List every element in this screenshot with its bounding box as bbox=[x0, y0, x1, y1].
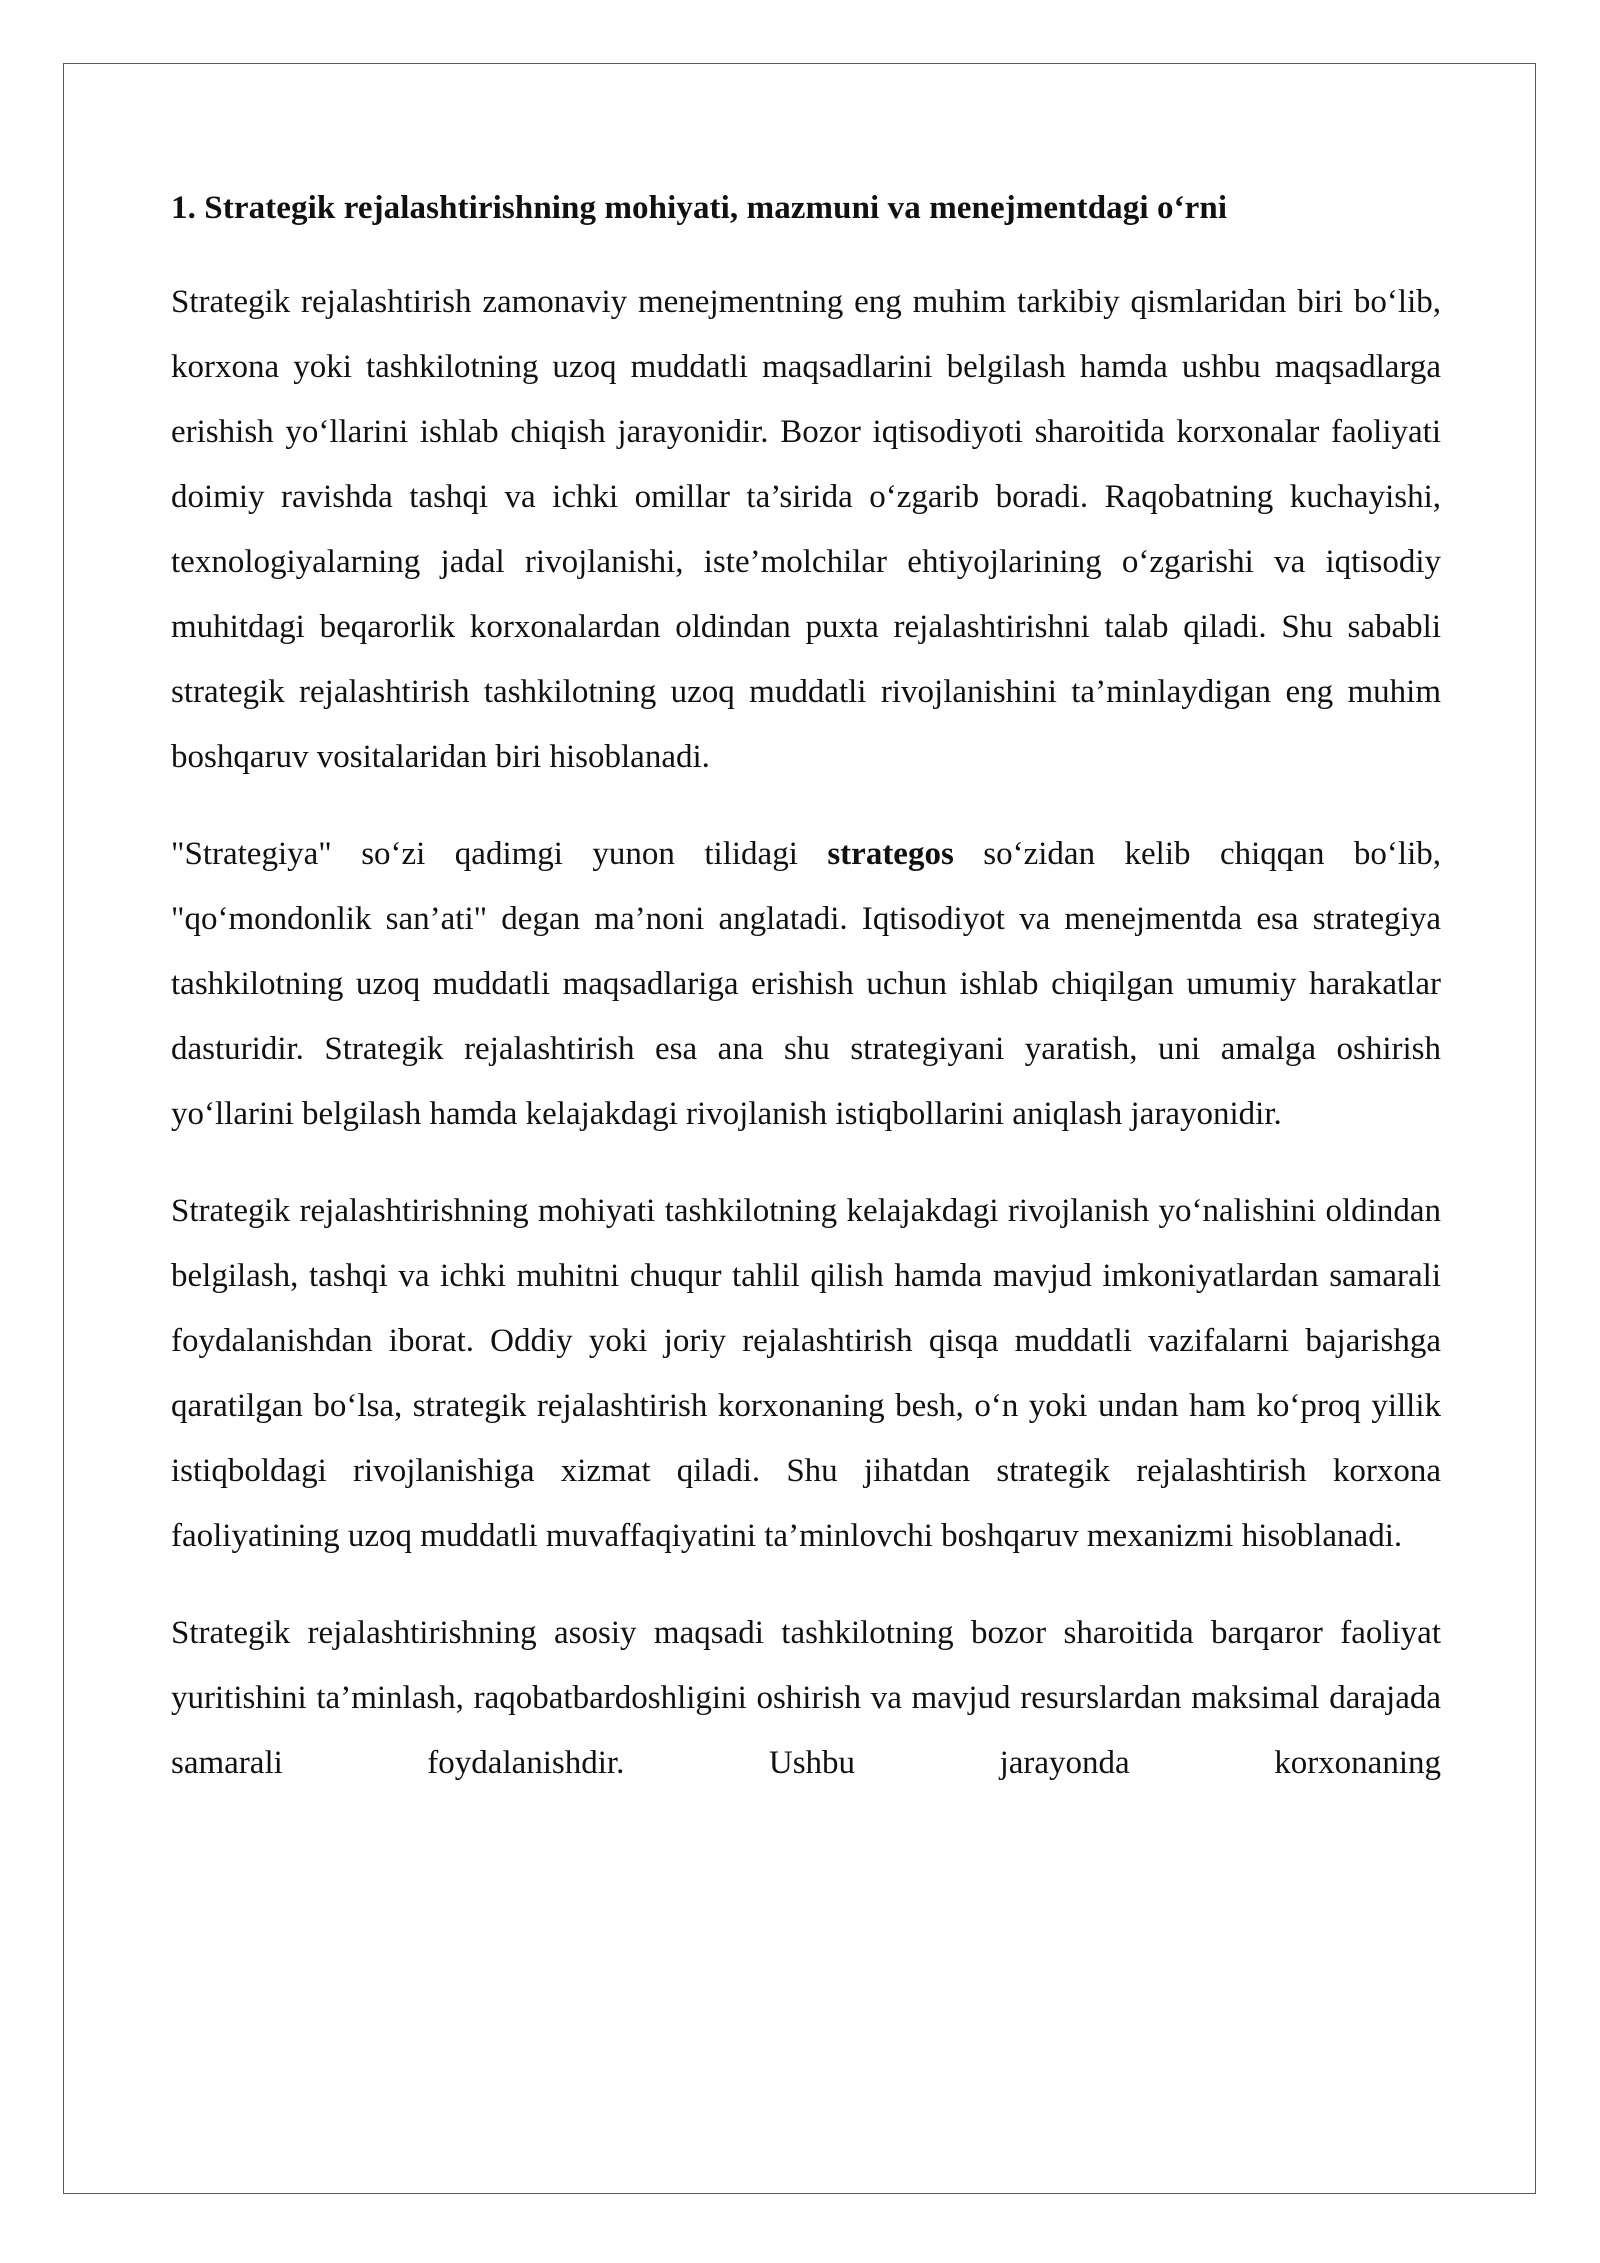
document-body bbox=[171, 176, 1441, 1828]
paragraph-2 bbox=[171, 822, 1441, 1147]
paragraph-2-text-start: "Strategiya" so‘zi qadimgi yunon tilidagi bbox=[171, 836, 828, 872]
paragraph-3: Strategik rejalashtirishning mohiyati tashkilotning kelajakdagi rivojlanish yo‘nalishini oldindan belgilash, tashqi va ichki muhitni chuqur tahlil qilish hamda mavjud imkoniyatlardan samarali foydalanishdan iborat. Oddiy yoki joriy rejalashtirish qisqa muddatli vazifalarni bajarishga qaratilgan bo‘lsa, strategik rejalashtirish korxonaning besh, o‘n yoki undan ham ko‘proq yillik istiqboldagi rivojlanishiga xizmat qiladi. Shu jihatdan strategik rejalashtirish korxona faoliyatining uzoq muddatli muvaffaqiyatini ta’minlovchi boshqaruv mexanizmi hisoblanadi. bbox=[171, 1193, 1441, 1554]
bold-term-strategos: strategos bbox=[827, 836, 954, 872]
paragraph-2-text-end: so‘zidan kelib chiqqan bo‘lib, "qo‘mondonlik san’ati" degan ma’noni anglatadi. Iqtisodiyot va menejmentda esa strategiya tashkilotning uzoq muddatli maqsadlariga erishish uchun ishlab chiqilgan umumiy harakatlar dasturidir. Strategik rejalashtirish esa ana shu strategiyani yaratish, uni amalga oshirish yo‘llarini belgilash hamda kelajakdagi rivojlanish istiqbollarini aniqlash jarayonidir. bbox=[171, 836, 1441, 1132]
section-heading: 1. Strategik rejalashtirishning mohiyati, mazmuni va menejmentdagi o‘rni bbox=[171, 190, 1228, 226]
paragraph-1: Strategik rejalashtirish zamonaviy menejmentning eng muhim tarkibiy qismlaridan biri bo‘lib, korxona yoki tashkilotning uzoq muddatli maqsadlarini belgilash hamda ushbu maqsadlarga erishish yo‘llarini ishlab chiqish jarayonidir. Bozor iqtisodiyoti sharoitida korxonalar faoliyati doimiy ravishda tashqi va ichki omillar ta’sirida o‘zgarib boradi. Raqobatning kuchayishi, texnologiyalarning jadal rivojlanishi, iste’molchilar ehtiyojlarining o‘zgarishi va iqtisodiy muhitdagi beqarorlik korxonalardan oldindan puxta rejalashtirishni talab qiladi. Shu sababli strategik rejalashtirish tashkilotning uzoq muddatli rivojlanishini ta’minlaydigan eng muhim boshqaruv vositalaridan biri hisoblanadi. bbox=[171, 284, 1441, 775]
paragraph-4: Strategik rejalashtirishning asosiy maqsadi tashkilotning bozor sharoitida barqaror faoliyat yuritishini ta’minlash, raqobatbardoshligini oshirish va mavjud resurslardan maksimal darajada samarali foydalanishdir. Ushbu jarayonda korxonaning bbox=[171, 1615, 1441, 1781]
